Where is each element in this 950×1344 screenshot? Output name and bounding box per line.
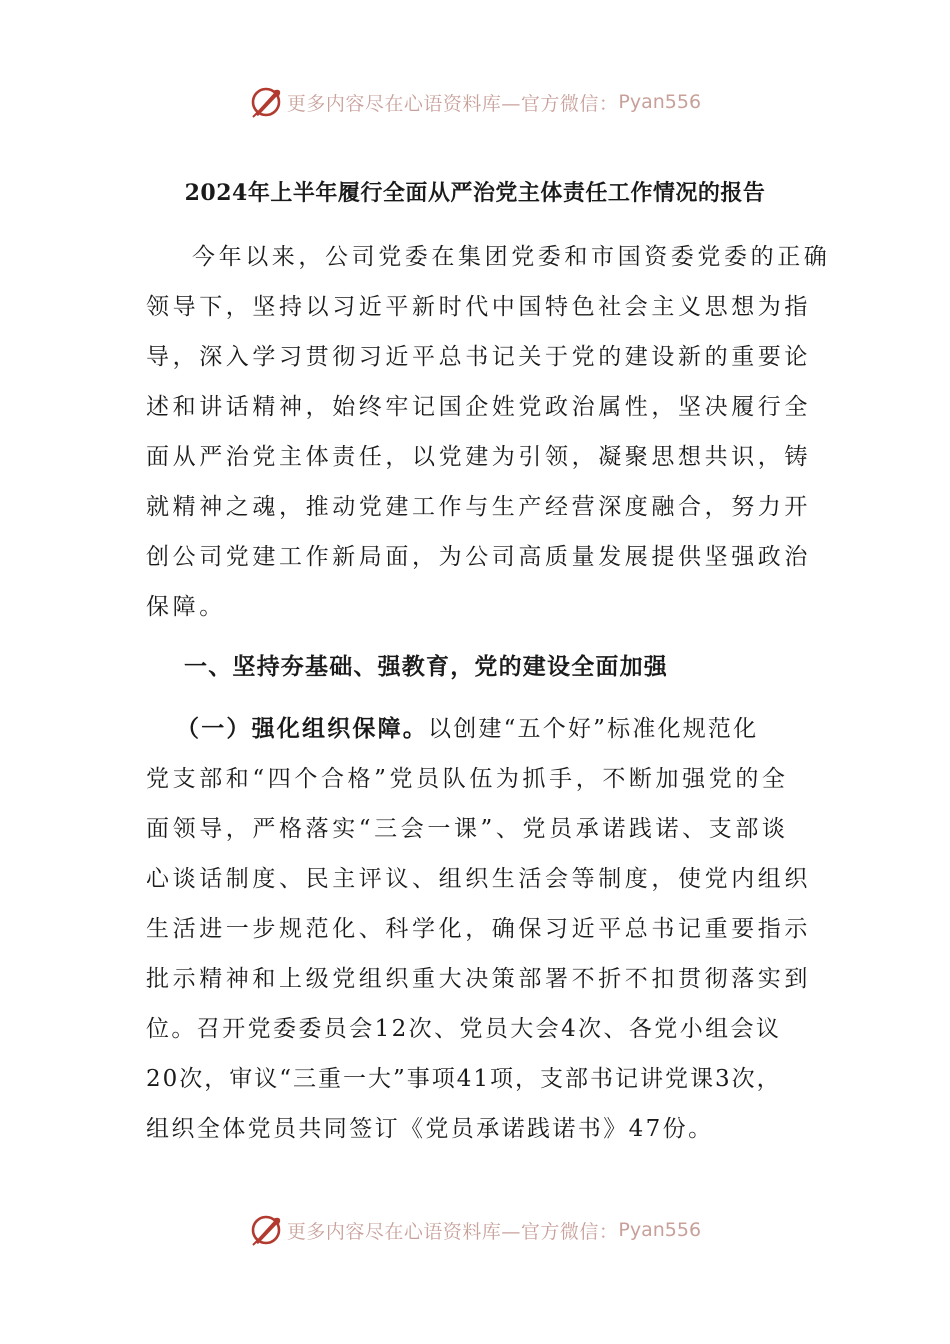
intro-line: 述和讲话精神，始终牢记国企姓党政治属性，坚决履行全 (146, 394, 811, 420)
intro-line: 创公司党建工作新局面，为公司高质量发展提供坚强政治 (146, 544, 811, 570)
subsection-first-line (176, 714, 806, 744)
subsection-line: 心谈话制度、民主评议、组织生活会等制度，使党内组织 (146, 866, 811, 892)
quill-pen-icon (249, 85, 283, 119)
intro-line: 导，深入学习贯彻习近平总书记关于党的建设新的重要论 (146, 344, 811, 370)
intro-line: 保障。 (146, 594, 226, 620)
document-title: 2024年上半年履行全面从严治党主体责任工作情况的报告 (184, 180, 766, 206)
intro-line: 领导下，坚持以习近平新时代中国特色社会主义思想为指 (146, 294, 811, 320)
subsection-line: 面领导，严格落实“三会一课”、党员承诺践诺、支部谈 (146, 816, 789, 842)
section-heading: 一、坚持夯基础、强教育，党的建设全面加强 (184, 653, 668, 680)
intro-line: 今年以来，公司党委在集团党委和市国资委党委的正确 (192, 244, 831, 270)
subsection-line: 生活进一步规范化、科学化，确保习近平总书记重要指示 (146, 916, 811, 942)
watermark-text: 更多内容尽在心语资料库—官方微信： (286, 92, 619, 115)
watermark-wechat-id: Pyan556 (618, 91, 702, 113)
intro-line: 就精神之魂，推动党建工作与生产经营深度融合，努力开 (146, 494, 811, 520)
subsection-line: 批示精神和上级党组织重大决策部署不折不扣贯彻落实到 (146, 966, 811, 992)
subsection-lead: （一）强化组织保障。 (176, 715, 428, 742)
watermark-wechat-id: Pyan556 (618, 1219, 702, 1241)
subsection-line: 20次，审议“三重一大”事项41项，支部书记讲党课3次， (146, 1066, 782, 1092)
subsection-line: 位。召开党委委员会12次、党员大会4次、各党小组会议 (146, 1016, 782, 1042)
watermark-text: 更多内容尽在心语资料库—官方微信： (286, 1220, 619, 1243)
quill-pen-icon (249, 1213, 283, 1247)
subsection-first-line-rest: 以创建“五个好”标准化规范化 (428, 716, 759, 742)
watermark-banner-bottom (0, 1210, 950, 1250)
intro-line: 面从严治党主体责任，以党建为引领，凝聚思想共识，铸 (146, 444, 811, 470)
subsection-line: 党支部和“四个合格”党员队伍为抓手，不断加强党的全 (146, 766, 789, 792)
subsection-line: 组织全体党员共同签订《党员承诺践诺书》47份。 (146, 1116, 714, 1142)
watermark-banner-top (0, 82, 950, 122)
